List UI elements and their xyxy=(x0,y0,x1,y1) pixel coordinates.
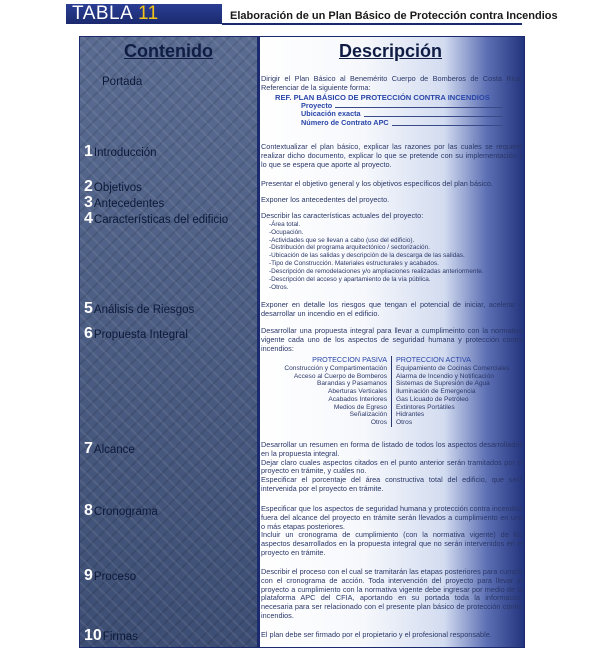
section-title-text: Propuesta Integral xyxy=(93,329,188,341)
section-number: 4 xyxy=(84,210,93,227)
blank-line xyxy=(364,110,503,117)
cronograma-paragraph: Incluir un cronograma de cumplimiento (con la normativa vigente) de los aspectos desarrollados en la propuesta integral que no serán intervenidos en el proyecto en trámite. xyxy=(261,530,523,557)
section-title-portada xyxy=(102,76,142,88)
list-item: Señalización xyxy=(349,411,387,419)
description-introduccion: Contextualizar el plan básico, explicar las razones por las cuales se requiere realizar dicho documento, explicar lo que se pretende con su implementación y lo que se espera que aporte al proyecto. xyxy=(261,142,523,169)
section-title-text: Cronograma xyxy=(93,506,158,518)
section-title-text: Firmas xyxy=(102,631,138,643)
list-item: Construcción y Compartimentación xyxy=(284,364,387,372)
list-item: -Ubicación de las salidas y descripción de la descarga de las salidas. xyxy=(269,252,465,260)
list-item: Acceso al Cuerpo de Bomberos xyxy=(293,372,387,380)
section-title-text: Alcance xyxy=(93,444,135,456)
description-analisis: Exponer en detalle los riesgos que tengan el potencial de iniciar, acelerar o desarrollar un incendio en el edificio. xyxy=(261,300,523,318)
contents-heading: Contenido xyxy=(124,41,213,61)
table-label xyxy=(72,3,159,25)
list-item: Otros xyxy=(396,419,413,427)
protection-table xyxy=(261,356,523,427)
list-item: -Ocupación. xyxy=(269,228,304,236)
reference-block xyxy=(275,93,523,128)
page-header xyxy=(0,0,604,26)
section-title-text: Proceso xyxy=(93,571,137,583)
list-item: Equipamiento de Cocinas Comerciales xyxy=(396,364,510,372)
list-item: Aberturas Verticales xyxy=(327,388,387,396)
list-item: -Tipo de Construcción. Materiales estructurales y acabados. xyxy=(269,260,439,268)
list-item: Barandas y Pasamanos xyxy=(316,380,387,388)
section-title-propuesta xyxy=(84,325,188,343)
section-title-text: Antecedentes xyxy=(93,198,165,210)
reference-row xyxy=(301,119,523,128)
section-title-text: Portada xyxy=(102,76,143,88)
list-item: Otros xyxy=(370,419,387,427)
reference-label: Número de Contrato APC xyxy=(301,118,389,128)
active-protection-column xyxy=(392,356,523,427)
passive-protection-column xyxy=(261,356,392,427)
description-heading: Descripción xyxy=(338,41,443,61)
list-item: -Descripción de remodelaciones y/o ampliaciones realizadas anteriormente. xyxy=(269,268,484,275)
description-portada xyxy=(261,75,523,128)
description-firmas: El plan debe ser firmado por el propietario y el profesional responsable. xyxy=(261,630,492,639)
section-title-proceso xyxy=(84,567,136,585)
list-item: -Descripción del acceso y apartamiento de la vía pública. xyxy=(269,275,431,283)
section-title-alcance xyxy=(84,440,135,458)
section-title-text: Objetivos xyxy=(93,182,142,194)
section-number: 2 xyxy=(84,178,93,195)
description-caracteristicas xyxy=(261,212,523,292)
table-label-text: TABLA xyxy=(72,3,133,24)
content-table xyxy=(79,36,525,648)
alcance-paragraph: Especificar el porcentaje del área constructiva total del edificio, que será intervenida por el proyecto en trámite. xyxy=(261,475,523,493)
alcance-paragraph: Desarrollar un resumen en forma de listado de todos los aspectos desarrollados en la propuesta integral. xyxy=(261,440,523,458)
active-heading: PROTECCION ACTIVA xyxy=(396,355,471,365)
blank-line xyxy=(335,102,503,109)
section-number: 7 xyxy=(84,440,93,457)
description-antecedentes: Exponer los antecedentes del proyecto. xyxy=(261,195,390,204)
description-proceso: Describir el proceso con el cual se tramitarán las etapas posteriores para cumplir con el cronograma de acción. Toda intervención del proyecto para llevar el proyecto a cumplimiento con la normativa vigente debe ingresar por medio de la plataforma APC del CFIA, aportando en su portada toda la información necesaria para ser relacionado con el presente plan básico de protección contra incendios. xyxy=(261,567,523,620)
list-item: -Distribución del programa arquitectónico / sectorización. xyxy=(269,244,430,252)
section-title-analisis xyxy=(84,300,194,318)
description-alcance xyxy=(261,441,523,494)
list-item: -Actividades que se llevan a cabo (uso del edificio). xyxy=(269,236,415,244)
list-item: -Área total. xyxy=(269,220,301,228)
section-number: 9 xyxy=(84,567,93,584)
section-number: 3 xyxy=(84,194,93,211)
description-cronograma xyxy=(261,505,523,558)
propuesta-text: Desarrollar una propuesta integral para llevar a cumplimeinto con la normativa vigente cada uno de los aspectos de seguridad humana y protección contra incendios: xyxy=(261,326,523,353)
list-item: Acabados Interiores xyxy=(328,395,387,403)
section-number: 5 xyxy=(84,300,93,317)
description-propuesta xyxy=(261,327,523,427)
reference-title: REF. PLAN BÁSICO DE PROTECCIÓN CONTRA INCENDIOS xyxy=(275,92,490,102)
section-number: 10 xyxy=(84,627,102,644)
list-item: Iluminación de Emergencia xyxy=(396,388,476,396)
section-title-firmas xyxy=(84,627,138,645)
description-objetivos: Presentar el objetivo general y los objetivos específicos del plan básico. xyxy=(261,179,494,188)
list-item: Alarma de Incendio y Notificación xyxy=(396,372,494,380)
list-item: Medios de Egreso xyxy=(333,403,387,411)
section-title-text: Características del edificio xyxy=(93,214,229,226)
list-item: Extintores Portátiles xyxy=(396,403,455,411)
table-number: 11 xyxy=(138,3,159,24)
cronograma-paragraph: Especificar que los aspectos de seguridad humana y protección contra incendios fuera del alcance del proyecto en trámite serán llevados a cumplimiento en una o más etapas posteriores. xyxy=(261,504,523,531)
section-number: 1 xyxy=(84,143,93,160)
section-title-introduccion xyxy=(84,143,157,161)
blank-line xyxy=(392,119,503,126)
portada-text: Dirigir el Plan Básico al Benemérito Cuerpo de Bomberos de Costa Rica. Referenciar de la siguiente forma: xyxy=(261,74,523,92)
section-title-caracteristicas xyxy=(84,210,228,228)
passive-heading: PROTECCION PASIVA xyxy=(312,355,387,365)
section-number: 6 xyxy=(84,325,93,342)
caracteristicas-list xyxy=(269,221,523,292)
reference-label: Ubicación exacta xyxy=(301,109,361,119)
list-item: Hidrantes xyxy=(396,411,425,419)
list-item: Gas Licuado de Petróleo xyxy=(396,395,469,403)
caracteristicas-intro: Describir las características actuales del proyecto: xyxy=(261,211,424,220)
table-caption: Elaboración de un Plan Básico de Protección contra Incendios xyxy=(230,10,558,22)
header-divider xyxy=(222,23,522,25)
list-item: -Otros. xyxy=(269,283,289,291)
section-title-text: Análisis de Riesgos xyxy=(93,304,195,316)
section-title-text: Introducción xyxy=(93,147,157,159)
section-number: 8 xyxy=(84,502,93,519)
alcance-paragraph: Dejar claro cuales aspectos citados en el punto anterior serán tramitados por el proyecto en trámite, y cuáles no. xyxy=(261,457,523,476)
list-item: Sistemas de Supresión de Agua xyxy=(396,380,490,388)
reference-label: Proyecto xyxy=(301,100,333,110)
section-title-cronograma xyxy=(84,502,158,520)
